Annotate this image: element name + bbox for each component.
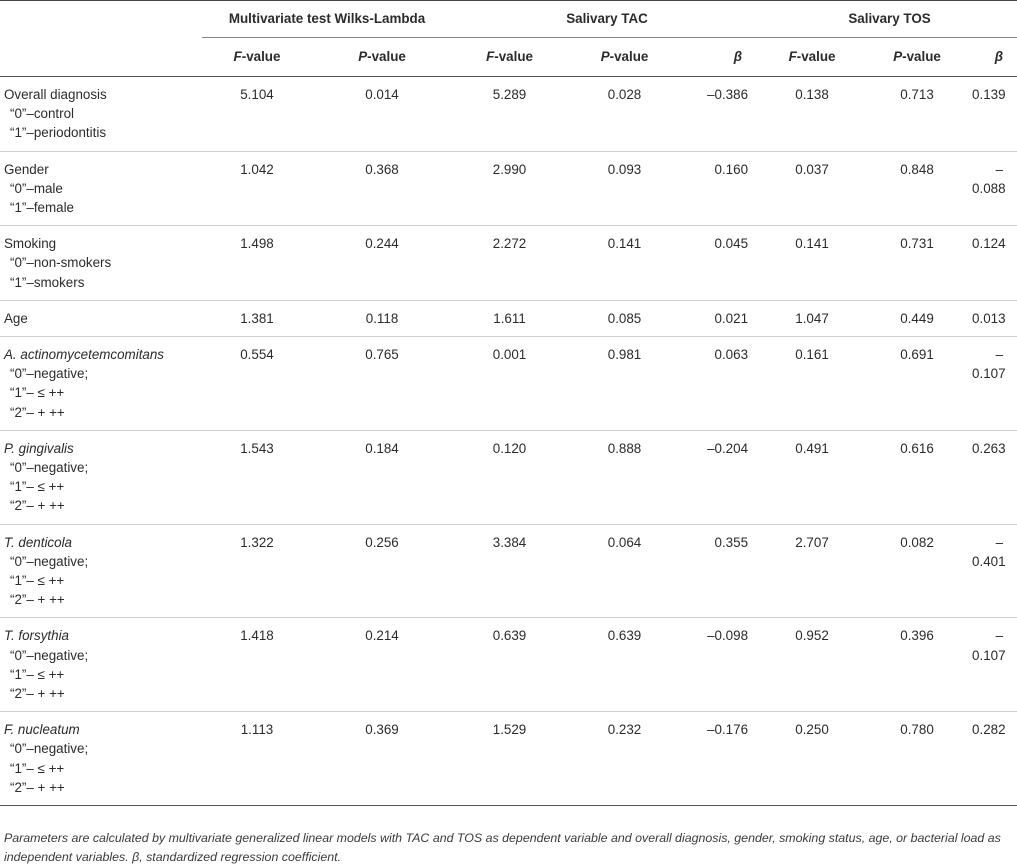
tac-group-header: Salivary TAC	[452, 1, 762, 38]
wilks-p-value: 0.014	[312, 77, 452, 152]
row-sublabel: “0”–negative;	[10, 553, 89, 569]
tos-beta-value: 0.139	[972, 77, 1017, 152]
tos-beta-value: 0.282	[972, 712, 1017, 806]
row-label: Gender	[4, 161, 49, 177]
wilks-p-value: 0.118	[312, 300, 452, 336]
row-sublabel: “2”– + ++	[10, 779, 65, 795]
wilks-p-value: 0.256	[312, 524, 452, 618]
tos-beta-value: –0.107	[972, 337, 1017, 431]
wilks-f-value: 0.554	[202, 337, 312, 431]
tac-beta-header: β	[682, 38, 762, 77]
tos-f-value: 2.707	[762, 524, 862, 618]
row-sublabel: “1”– ≤ ++	[10, 385, 65, 401]
row-label: T. forsythia	[4, 628, 69, 644]
wilks-f-value: 1.418	[202, 618, 312, 712]
tos-f-value: 0.491	[762, 430, 862, 524]
wilks-f-value: 1.322	[202, 524, 312, 618]
row-label: Age	[4, 310, 28, 326]
row-label: P. gingivalis	[4, 440, 74, 456]
wilks-f-header: F-value	[202, 38, 312, 77]
table-row	[0, 618, 1017, 712]
column-header-row	[0, 38, 1017, 77]
tac-p-value: 0.981	[567, 337, 682, 431]
table-row	[0, 151, 1017, 226]
tac-beta-value: –0.098	[682, 618, 762, 712]
tac-f-value: 0.639	[452, 618, 567, 712]
tac-f-value: 3.384	[452, 524, 567, 618]
tac-p-value: 0.085	[567, 300, 682, 336]
row-sublabel: “2”– + ++	[10, 498, 65, 514]
wilks-p-value: 0.369	[312, 712, 452, 806]
row-label-cell	[0, 77, 202, 152]
row-label: A. actinomycetemcomitans	[4, 347, 165, 363]
table-row	[0, 337, 1017, 431]
row-label-cell	[0, 226, 202, 301]
tac-f-value: 2.990	[452, 151, 567, 226]
tac-f-value: 0.120	[452, 430, 567, 524]
wilks-group-header: Multivariate test Wilks-Lambda	[202, 1, 452, 38]
row-sublabel: “1”–smokers	[10, 274, 85, 290]
wilks-p-header: P-value	[312, 38, 452, 77]
row-label: Smoking	[4, 236, 57, 252]
tos-beta-value: 0.124	[972, 226, 1017, 301]
row-label: Overall diagnosis	[4, 87, 107, 102]
stub-header	[0, 1, 202, 38]
table-body	[0, 77, 1017, 806]
row-sublabel: “2”– + ++	[10, 686, 65, 702]
tac-beta-value: 0.045	[682, 226, 762, 301]
tos-beta-value: –0.107	[972, 618, 1017, 712]
wilks-f-value: 5.104	[202, 77, 312, 152]
tac-f-header: F-value	[452, 38, 567, 77]
row-sublabel: “0”–male	[10, 180, 63, 196]
row-sublabel: “2”– + ++	[10, 404, 65, 420]
tac-beta-value: 0.063	[682, 337, 762, 431]
tos-f-value: 0.138	[762, 77, 862, 152]
tos-p-value: 0.780	[862, 712, 972, 806]
tac-beta-value: 0.160	[682, 151, 762, 226]
row-sublabel: “0”–non-smokers	[10, 255, 112, 271]
tac-beta-value: –0.204	[682, 430, 762, 524]
tos-f-value: 0.141	[762, 226, 862, 301]
tac-p-value: 0.028	[567, 77, 682, 152]
row-label-cell	[0, 430, 202, 524]
row-sublabel: “0”–negative;	[10, 741, 89, 757]
wilks-f-value: 1.042	[202, 151, 312, 226]
row-sublabel: “1”– ≤ ++	[10, 479, 65, 495]
row-label-cell	[0, 300, 202, 336]
tos-p-value: 0.616	[862, 430, 972, 524]
wilks-f-value: 1.543	[202, 430, 312, 524]
wilks-p-value: 0.214	[312, 618, 452, 712]
tos-beta-value: 0.013	[972, 300, 1017, 336]
tos-p-value: 0.691	[862, 337, 972, 431]
tos-p-value: 0.848	[862, 151, 972, 226]
tac-p-value: 0.141	[567, 226, 682, 301]
tac-beta-value: –0.386	[682, 77, 762, 152]
tos-p-value: 0.713	[862, 77, 972, 152]
tos-f-header: F-value	[762, 38, 862, 77]
tac-f-value: 2.272	[452, 226, 567, 301]
tos-f-value: 0.250	[762, 712, 862, 806]
tac-p-value: 0.093	[567, 151, 682, 226]
row-label-cell	[0, 524, 202, 618]
tac-beta-value: –0.176	[682, 712, 762, 806]
tac-f-value: 0.001	[452, 337, 567, 431]
row-label-cell	[0, 337, 202, 431]
row-sublabel: “1”– ≤ ++	[10, 760, 65, 776]
tos-p-value: 0.731	[862, 226, 972, 301]
tac-p-value: 0.232	[567, 712, 682, 806]
table-row	[0, 524, 1017, 618]
row-sublabel: “0”–negative;	[10, 647, 89, 663]
tac-beta-value: 0.355	[682, 524, 762, 618]
row-label-cell	[0, 151, 202, 226]
row-sublabel: “1”–periodontitis	[10, 125, 107, 141]
tos-beta-value: –0.088	[972, 151, 1017, 226]
row-sublabel: “0”–negative;	[10, 460, 89, 476]
table-row	[0, 300, 1017, 336]
tos-group-header: Salivary TOS	[762, 1, 1017, 38]
table-footnote: Parameters are calculated by multivariate generalized linear models with TAC and TOS as dependent variable and overall diagnosis, gender, smoking status, age, or bacterial load as independent variables. β, standardized regression coefficient.	[4, 831, 1001, 864]
tac-f-value: 1.529	[452, 712, 567, 806]
table-row	[0, 226, 1017, 301]
row-sublabel: “0”–negative;	[10, 366, 89, 382]
row-sublabel: “1”– ≤ ++	[10, 666, 65, 682]
wilks-p-value: 0.184	[312, 430, 452, 524]
tos-f-value: 0.037	[762, 151, 862, 226]
row-label: F. nucleatum	[4, 722, 80, 738]
row-sublabel: “2”– + ++	[10, 592, 65, 608]
table-row	[0, 430, 1017, 524]
tos-beta-value: 0.263	[972, 430, 1017, 524]
tos-beta-value: –0.401	[972, 524, 1017, 618]
tac-p-value: 0.639	[567, 618, 682, 712]
table-row	[0, 77, 1017, 152]
tac-p-header: P-value	[567, 38, 682, 77]
tos-p-value: 0.396	[862, 618, 972, 712]
tos-p-value: 0.082	[862, 524, 972, 618]
tac-p-value: 0.064	[567, 524, 682, 618]
row-sublabel: “1”–female	[10, 200, 75, 216]
row-label-cell	[0, 712, 202, 806]
tac-p-value: 0.888	[567, 430, 682, 524]
tos-beta-header: β	[972, 38, 1017, 77]
wilks-p-value: 0.368	[312, 151, 452, 226]
tac-beta-value: 0.021	[682, 300, 762, 336]
tos-f-value: 0.952	[762, 618, 862, 712]
row-sublabel: “1”– ≤ ++	[10, 573, 65, 589]
row-sublabel: “0”–control	[10, 106, 75, 122]
wilks-f-value: 1.381	[202, 300, 312, 336]
group-header-row	[0, 1, 1017, 38]
wilks-p-value: 0.765	[312, 337, 452, 431]
wilks-f-value: 1.113	[202, 712, 312, 806]
tos-f-value: 1.047	[762, 300, 862, 336]
tos-p-header: P-value	[862, 38, 972, 77]
tac-f-value: 1.611	[452, 300, 567, 336]
wilks-p-value: 0.244	[312, 226, 452, 301]
tos-f-value: 0.161	[762, 337, 862, 431]
tos-p-value: 0.449	[862, 300, 972, 336]
row-label: T. denticola	[4, 534, 72, 550]
tac-f-value: 5.289	[452, 77, 567, 152]
table-row	[0, 712, 1017, 806]
row-label-cell	[0, 618, 202, 712]
wilks-f-value: 1.498	[202, 226, 312, 301]
stub-subheader	[0, 38, 202, 77]
